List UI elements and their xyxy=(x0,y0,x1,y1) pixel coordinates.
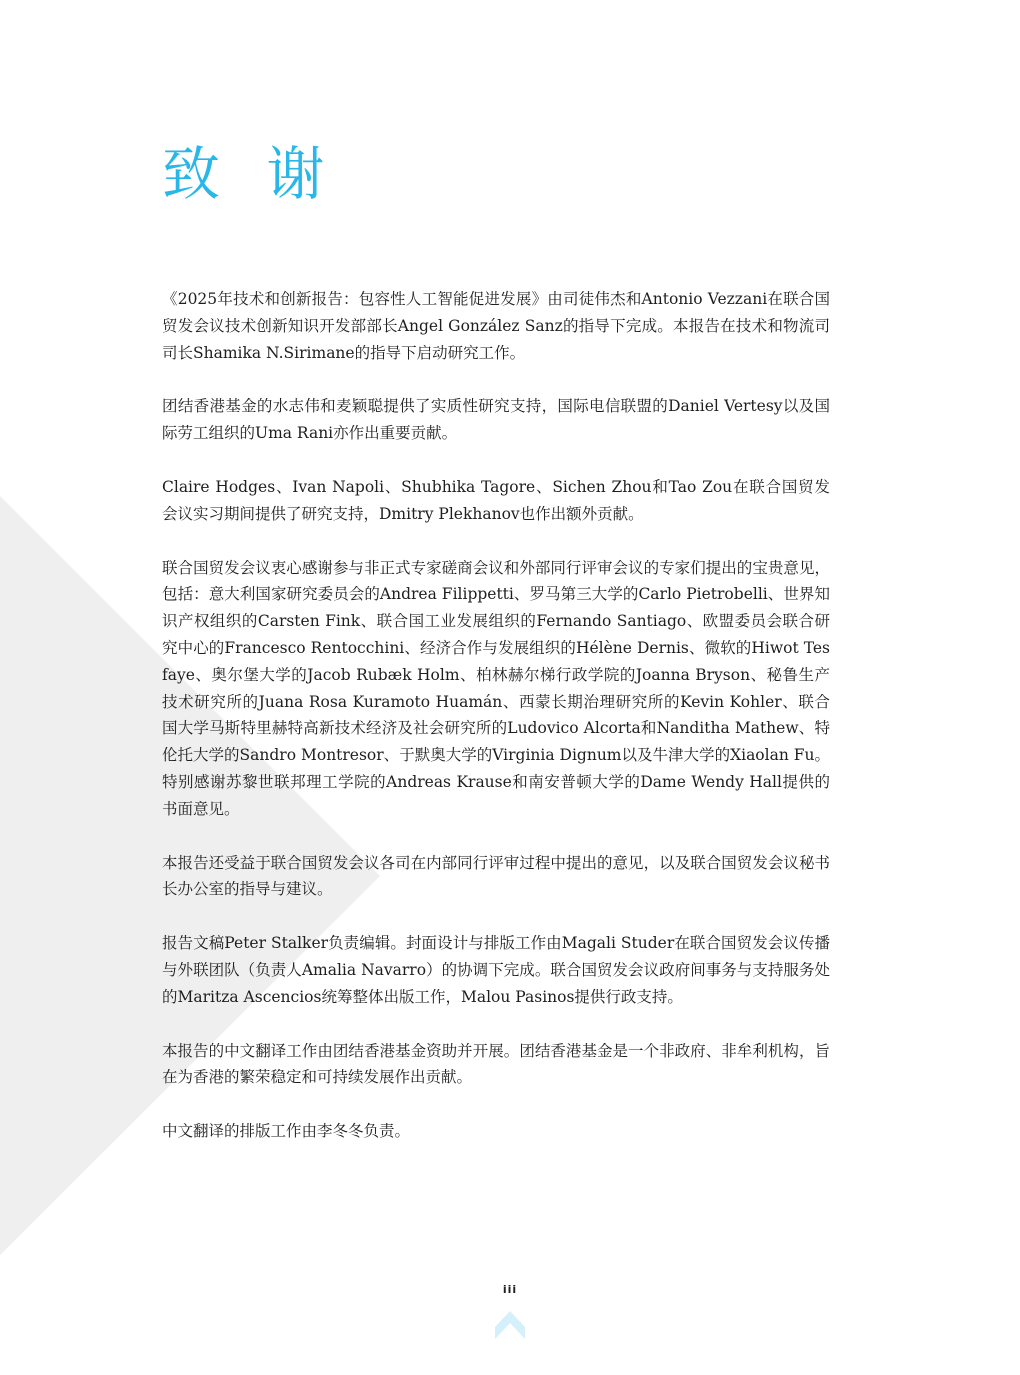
paragraph-experts: 联合国贸发会议衷心感谢参与非正式专家磋商会议和外部同行评审会议的专家们提出的宝贵意见，包括：意大利国家研究委员会的Andrea Filippetti、罗马第三大学的Carlo Pietrobelli、世界知识产权组织的Carsten Fink、联合国工业发展组织的Fernando Santiago、欧盟委员会联合研究中心的Francesco Rentocchini、经济合作与发展组织的Hélène Dernis、微软的Hiwot Tesfaye、奥尔堡大学的Jacob Rubæk Holm、柏林赫尔梯行政学院的Joanna Bryson、秘鲁生产技术研究所的Juana Rosa Kuramoto Huamán、西蒙长期治理研究所的Kevin Kohler、联合国大学马斯特里赫特高新技术经济及社会研究所的Ludovico Alcorta和Nanditha Mathew、特伦托大学的Sandro Montresor、于默奥大学的Virginia Dignum以及牛津大学的Xiaolan Fu。特别感谢苏黎世联邦理工学院的Andreas Krause和南安普顿大学的Dame Wendy Hall提供的书面意见。 xyxy=(162,558,830,818)
paragraph-internal-review: 本报告还受益于联合国贸发会议各司在内部同行评审过程中提出的意见，以及联合国贸发会议秘书长办公室的指导与建议。 xyxy=(162,853,830,899)
page-title: 致 谢 xyxy=(162,140,339,208)
paragraph-research-support: 团结香港基金的水志伟和麦颖聪提供了实质性研究支持，国际电信联盟的Daniel Vertesy以及国际劳工组织的Uma Rani亦作出重要贡献。 xyxy=(162,397,830,443)
paragraph-translation: 本报告的中文翻译工作由团结香港基金资助并开展。团结香港基金是一个非政府、非牟利机构，旨在为香港的繁荣稳定和可持续发展作出贡献。 xyxy=(162,1041,830,1087)
paragraph-authors: 《2025年技术和创新报告：包容性人工智能促进发展》由司徒伟杰和Antonio Vezzani在联合国贸发会议技术创新知识开发部部长Angel González Sanz的指导下完成。本报告在技术和物流司司长Shamika N.Sirimane的指导下启动研究工作。 xyxy=(162,290,830,362)
paragraph-editing-design: 报告文稿Peter Stalker负责编辑。封面设计与排版工作由Magali Studer在联合国贸发会议传播与外联团队（负责人Amalia Navarro）的协调下完成。联合国贸发会议政府间事务与支持服务处的Maritza Ascencios统筹整体出版工作，Malou Pasinos提供行政支持。 xyxy=(162,934,830,1006)
chevron-up-shape xyxy=(495,1311,525,1339)
acknowledgements-body xyxy=(162,286,830,1172)
chevron-up-icon xyxy=(494,1310,526,1340)
paragraph-typesetting: 中文翻译的排版工作由李冬冬负责。 xyxy=(162,1122,411,1141)
paragraph-interns: Claire Hodges、Ivan Napoli、Shubhika Tagore、Sichen Zhou和Tao Zou在联合国贸发会议实习期间提供了研究支持，Dmitry Plekhanov也作出额外贡献。 xyxy=(162,477,830,523)
page-number: iii xyxy=(502,1283,518,1296)
